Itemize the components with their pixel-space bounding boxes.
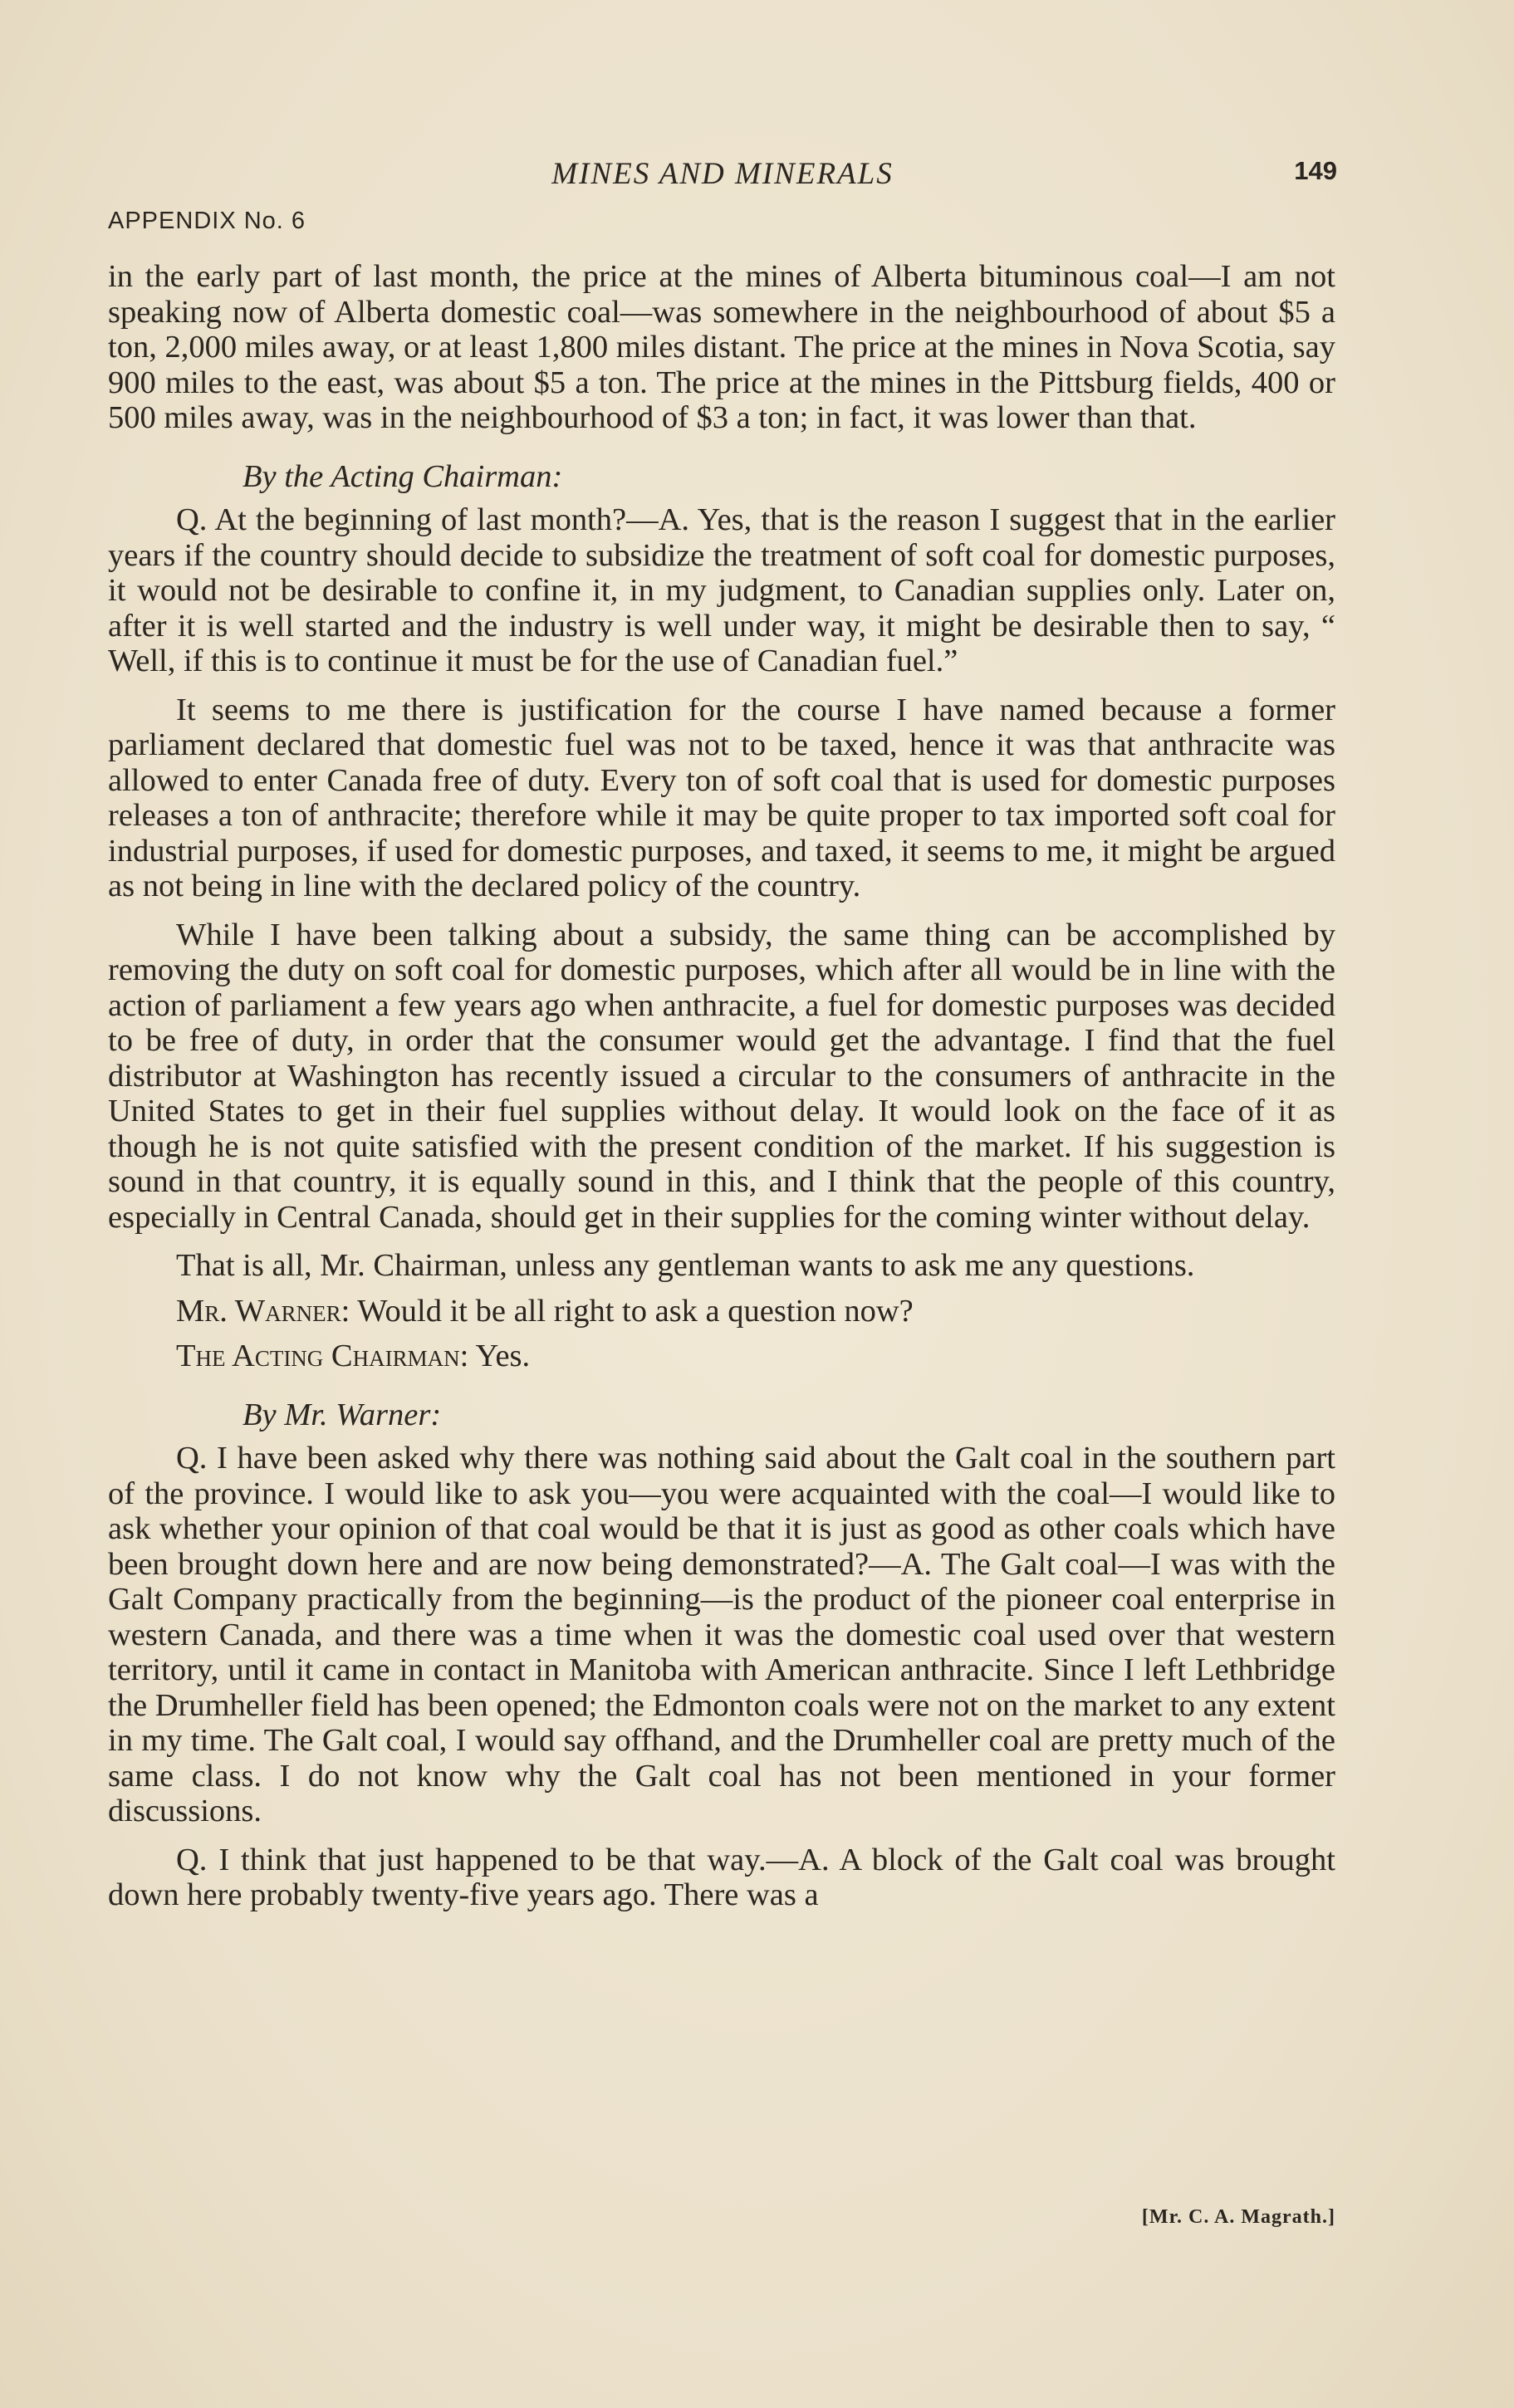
section-heading: By the Acting Chairman: xyxy=(243,458,563,494)
speaker-name: The Acting Chairman xyxy=(176,1339,460,1373)
running-head xyxy=(108,156,1337,198)
speech-line xyxy=(108,1339,1335,1374)
body-text xyxy=(108,259,1335,1913)
paragraph: Q. At the beginning of last month?—A. Yes, that is the reason I suggest that in the earlier years if the country should decide to subsidize the treatment of soft coal for domestic purposes, it would not be desirable to confine it, in my judgment, to Canadian supplies only. Later on, after it is well started and the industry is well under way, it might be desirable then to say, “ Well, if this is to continue it must be for the use of Canadian fuel.” xyxy=(108,502,1335,678)
page-number: 149 xyxy=(1294,156,1337,185)
paragraph: It seems to me there is justification for the course I have named because a former parliament declared that domestic fuel was not to be taxed, hence it was that anthracite was allowed to enter Canada free of duty. Every ton of soft coal that is used for domestic purposes releases a ton of anthracite; therefore while it may be quite proper to tax imported soft coal for industrial purposes, if used for domestic purposes, and taxed, it seems to me, it might be argued as not being in line with the declared policy of the country. xyxy=(108,692,1335,903)
speech-line xyxy=(108,1294,1335,1329)
speech-text: : Would it be all right to ask a question now? xyxy=(341,1293,914,1329)
appendix-label: APPENDIX No. 6 xyxy=(108,208,306,234)
paragraph: Q. I think that just happened to be that way.—A. A block of the Galt coal was brought down here probably twenty-five years ago. There was a xyxy=(108,1842,1335,1912)
speaker-attribution: [Mr. C. A. Magrath.] xyxy=(1141,2206,1335,2228)
paragraph: Q. I have been asked why there was nothing said about the Galt coal in the southern part of the province. I would like to ask you—you were acquainted with the coal—I would like to ask whether your opinion of that coal would be that it is just as good as other coals which have been brought down here and are now being demonstrated?—A. The Galt coal—I was with the Galt Company practically from the beginning—is the product of the pioneer coal enterprise in western Canada, and there was a time when it was the domestic coal used over that western territory, until it came in contact in Manitoba with American anthracite. Since I left Lethbridge the Drumheller field has been opened; the Edmonton coals were not on the market to any extent in my time. The Galt coal, I would say offhand, and the Drumheller coal are pretty much of the same class. I do not know why the Galt coal has not been mentioned in your former discussions. xyxy=(108,1441,1335,1828)
paragraph: in the early part of last month, the price at the mines of Alberta bituminous coal—I am not speaking now of Alberta domestic coal—was somewhere in the neighbourhood of about $5 a ton, 2,000 miles away, or at least 1,800 miles distant. The price at the mines in Nova Scotia, say 900 miles to the east, was about $5 a ton. The price at the mines in the Pittsburg fields, 400 or 500 miles away, was in the neighbourhood of $3 a ton; in fact, it was lower than that. xyxy=(108,259,1335,435)
speaker-name: Mr. Warner xyxy=(176,1293,341,1329)
page-title: MINES AND MINERALS xyxy=(551,157,894,191)
paragraph: While I have been talking about a subsidy, the same thing can be accomplished by removing the duty on soft coal for domestic purposes, which after all would be in line with the action of parliament a few years ago when anthracite, a fuel for domestic purposes was decided to be free of duty, in order that the consumer would get the advantage. I find that the fuel distributor at Washington has recently issued a circular to the consumers of anthracite in the United States to get in their fuel supplies without delay. It would look on the face of it as though he is not quite satisfied with the present condition of the market. If his suggestion is sound in that country, it is equally sound in this, and I think that the people of this country, especially in Central Canada, should get in their supplies for the coming winter without delay. xyxy=(108,917,1335,1235)
section-heading: By Mr. Warner: xyxy=(243,1397,442,1432)
speech-text: : Yes. xyxy=(459,1339,531,1373)
paragraph: That is all, Mr. Chairman, unless any gentleman wants to ask me any questions. xyxy=(176,1248,1195,1283)
